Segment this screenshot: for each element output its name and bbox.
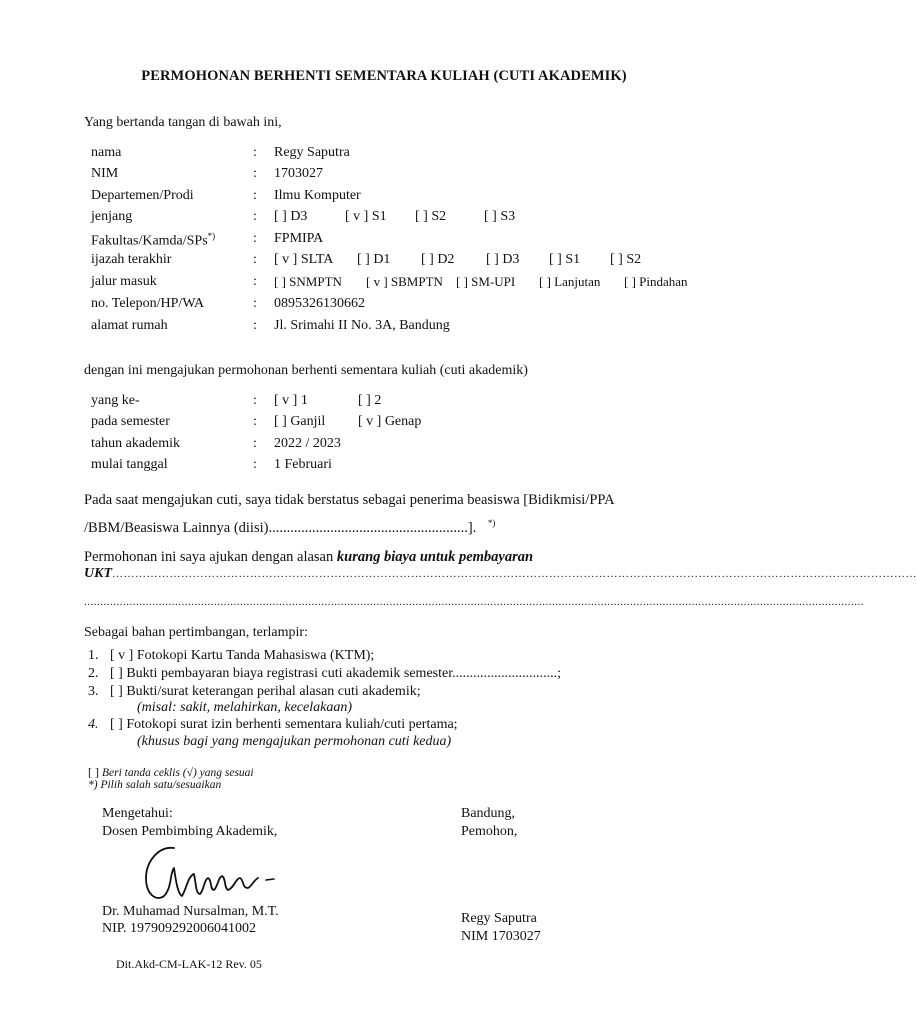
- ijazah-option-d3: [ ] D3: [486, 252, 520, 267]
- tahun-value: 2022 / 2023: [274, 436, 341, 451]
- mulai-label: mulai tanggal: [91, 457, 168, 472]
- alamat-label: alamat rumah: [91, 318, 168, 333]
- form-code-footer: Dit.Akd-CM-LAK-12 Rev. 05: [116, 957, 262, 971]
- lampiran-item-number: 3.: [88, 684, 99, 699]
- beasiswa-line-2: [84, 518, 495, 537]
- telepon-value: 0895326130662: [274, 296, 365, 311]
- handwritten-signature: [140, 838, 290, 913]
- nama-label: nama: [91, 145, 122, 160]
- fakultas-value: FPMIPA: [274, 231, 324, 246]
- alamat-value: Jl. Srimahi II No. 3A, Bandung: [274, 318, 450, 333]
- alasan-line-1: [84, 549, 533, 566]
- colon: :: [253, 188, 257, 203]
- intro-text: Yang bertanda tangan di bawah ini,: [84, 115, 282, 130]
- alasan-dotted-line-2: ................................................................................................................................................................................................................................................: [84, 596, 864, 608]
- signature-left-label-2: Dosen Pembimbing Akademik,: [102, 824, 278, 839]
- jenjang-label: jenjang: [91, 209, 133, 224]
- ijazah-option-d1: [ ] D1: [357, 252, 391, 267]
- nim-value: 1703027: [274, 166, 323, 181]
- colon: :: [253, 436, 257, 451]
- fakultas-label: [91, 231, 215, 250]
- signature-left-name: Dr. Muhamad Nursalman, M.T.: [102, 904, 279, 919]
- yangke-option-2: [ ] 2: [358, 393, 382, 408]
- telepon-label: no. Telepon/HP/WA: [91, 296, 205, 311]
- jalur-label: jalur masuk: [91, 274, 157, 289]
- tahun-label: tahun akademik: [91, 436, 181, 451]
- ijazah-option-slta: [ v ] SLTA: [274, 252, 334, 267]
- semester-label: pada semester: [91, 414, 170, 429]
- lampiran-item-example: (misal: sakit, melahirkan, kecelakaan): [137, 700, 352, 715]
- lampiran-intro: Sebagai bahan pertimbangan, terlampir:: [84, 625, 308, 640]
- beasiswa-line-1: Pada saat mengajukan cuti, saya tidak berstatus sebagai penerima beasiswa [Bidikmisi/PPA: [84, 492, 615, 508]
- semester-option-ganjil: [ ] Ganjil: [274, 414, 326, 429]
- lampiran-item-number: 2.: [88, 666, 99, 681]
- colon: :: [253, 414, 257, 429]
- colon: :: [253, 457, 257, 472]
- note-checkbox: [ ]: [88, 765, 99, 779]
- jalur-option-lanjutan: [ ] Lanjutan: [539, 274, 601, 289]
- jenjang-option-d3: [ ] D3: [274, 209, 308, 224]
- jalur-option-smupi: [ ] SM-UPI: [456, 274, 516, 289]
- lampiran-item-number: 4.: [88, 717, 99, 732]
- lampiran-item-ktm: [ v ] Fotokopi Kartu Tanda Mahasiswa (KTM);: [110, 648, 375, 663]
- colon: :: [253, 296, 257, 311]
- alasan-line-2: [84, 566, 917, 583]
- signature-right-name: Regy Saputra: [461, 911, 537, 926]
- lampiran-item-number: 1.: [88, 648, 99, 663]
- ijazah-option-s2: [ ] S2: [610, 252, 642, 267]
- ijazah-label: ijazah terakhir: [91, 252, 172, 267]
- mulai-value: 1 Februari: [274, 457, 332, 472]
- alasan-dotted-line: …………………………………………………………………………………………………………………………………………………………………………………………: [112, 568, 917, 580]
- lampiran-item-surat-keterangan: [ ] Bukti/surat keterangan perihal alasan cuti akademik;: [110, 684, 421, 699]
- request-intro-text: dengan ini mengajukan permohonan berhenti sementara kuliah (cuti akademik): [84, 363, 528, 378]
- colon: :: [253, 166, 257, 181]
- ijazah-option-s1: [ ] S1: [549, 252, 581, 267]
- nama-value: Regy Saputra: [274, 145, 350, 160]
- ijazah-option-d2: [ ] D2: [421, 252, 455, 267]
- beasiswa-line-2-text: /BBM/Beasiswa Lainnya (diisi).......................................................].: [84, 519, 477, 536]
- alasan-reason: kurang biaya untuk pembayaran: [336, 549, 534, 565]
- jenjang-option-s1: [ v ] S1: [345, 209, 387, 224]
- jalur-option-sbmptn: [ v ] SBMPTN: [366, 274, 443, 289]
- colon: :: [253, 252, 257, 267]
- signature-right-label-2: Pemohon,: [461, 824, 518, 839]
- jenjang-option-s2: [ ] S2: [415, 209, 447, 224]
- jalur-option-pindahan: [ ] Pindahan: [624, 274, 688, 289]
- yangke-label: yang ke-: [91, 393, 140, 408]
- lampiran-item-bukti-pembayaran: [ ] Bukti pembayaran biaya registrasi cuti akademik semester..............................;: [110, 666, 561, 681]
- prodi-value: Ilmu Komputer: [274, 188, 361, 203]
- semester-option-genap: [ v ] Genap: [358, 414, 422, 429]
- colon: :: [253, 145, 257, 160]
- jenjang-option-s3: [ ] S3: [484, 209, 516, 224]
- prodi-label: Departemen/Prodi: [91, 188, 194, 203]
- lampiran-item-surat-izin: [ ] Fotokopi surat izin berhenti sementara kuliah/cuti pertama;: [110, 717, 458, 732]
- signature-left-id: NIP. 197909292006041002: [102, 921, 257, 936]
- yangke-option-1: [ v ] 1: [274, 393, 308, 408]
- alasan-reason-continued: UKT: [84, 566, 112, 581]
- nim-label: NIM: [91, 166, 119, 181]
- fakultas-label-text: Fakultas/Kamda/SPs: [91, 233, 208, 249]
- colon: :: [253, 231, 257, 246]
- beasiswa-footnote-mark: *): [487, 518, 496, 528]
- note-pilih: *) Pilih salah satu/sesuaikan: [88, 779, 222, 791]
- colon: :: [253, 274, 257, 289]
- signature-right-label-1: Bandung,: [461, 806, 516, 821]
- signature-left-label-1: Mengetahui:: [102, 806, 173, 821]
- colon: :: [253, 393, 257, 408]
- jalur-option-snmptn: [ ] SNMPTN: [274, 274, 342, 289]
- lampiran-item-note: (khusus bagi yang mengajukan permohonan cuti kedua): [137, 734, 452, 749]
- signature-right-id: NIM 1703027: [461, 929, 541, 944]
- colon: :: [253, 209, 257, 224]
- alasan-prefix: Permohonan ini saya ajukan dengan alasan: [84, 549, 337, 565]
- document-title: PERMOHONAN BERHENTI SEMENTARA KULIAH (CUTI AKADEMIK): [141, 68, 627, 84]
- colon: :: [253, 318, 257, 333]
- note-checkmark-text: Beri tanda ceklis (√) yang sesuai: [102, 767, 254, 779]
- fakultas-footnote-mark: *): [207, 231, 216, 241]
